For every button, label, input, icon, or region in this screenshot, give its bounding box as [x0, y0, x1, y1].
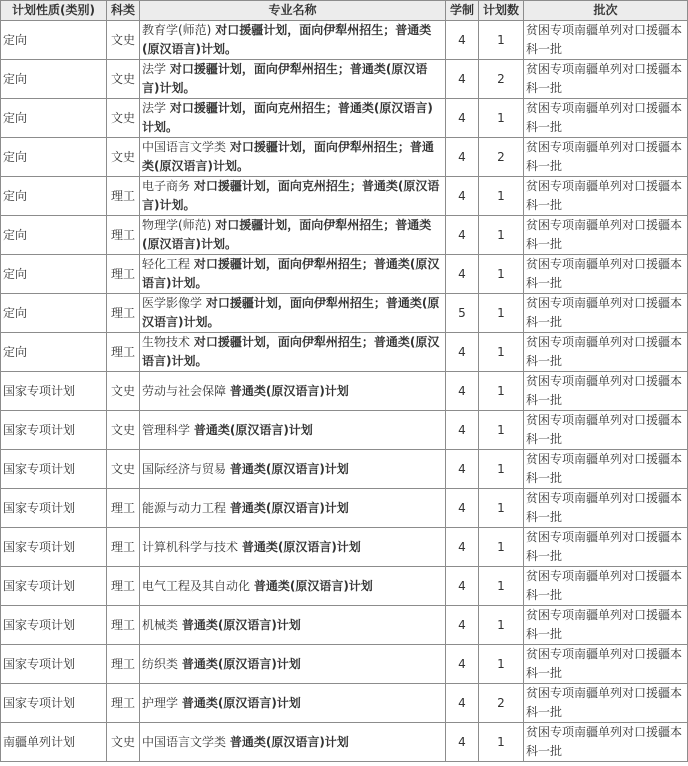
category-cell: 理工 — [107, 567, 140, 606]
major-name: 机械类 — [142, 617, 182, 632]
plan-count-cell: 1 — [479, 606, 524, 645]
years-cell: 4 — [446, 138, 479, 177]
major-note: 普通类(原汉语言)计划 — [181, 695, 301, 710]
major-name-cell — [140, 723, 446, 762]
major-note: 对口援疆计划，面向伊犁州招生；普通类(原汉语言)计划。 — [142, 140, 434, 173]
years-cell: 4 — [446, 528, 479, 567]
plan-count-cell: 1 — [479, 723, 524, 762]
plan-count-cell: 2 — [479, 60, 524, 99]
plan-type-cell: 国家专项计划 — [1, 489, 107, 528]
category-cell: 文史 — [107, 21, 140, 60]
plan-type-cell: 国家专项计划 — [1, 645, 107, 684]
major-note: 普通类(原汉语言)计划 — [229, 383, 349, 398]
major-name-cell — [140, 450, 446, 489]
category-cell: 理工 — [107, 684, 140, 723]
plan-type-cell: 定向 — [1, 138, 107, 177]
batch-cell: 贫困专项南疆单列对口援疆本科一批 — [524, 489, 688, 528]
category-cell: 理工 — [107, 606, 140, 645]
major-note: 普通类(原汉语言)计划 — [253, 578, 373, 593]
major-name-cell — [140, 372, 446, 411]
batch-cell: 贫困专项南疆单列对口援疆本科一批 — [524, 411, 688, 450]
plan-count-cell: 2 — [479, 684, 524, 723]
header-row — [1, 1, 688, 21]
header-years: 学制 — [446, 1, 479, 21]
major-name: 轻化工程 — [142, 257, 194, 271]
table-row — [1, 333, 688, 372]
plan-type-cell: 定向 — [1, 21, 107, 60]
plan-type-cell: 定向 — [1, 333, 107, 372]
category-cell: 理工 — [107, 216, 140, 255]
major-note: 普通类(原汉语言)计划 — [181, 656, 301, 671]
table-row — [1, 21, 688, 60]
major-note: 对口援疆计划，面向伊犁州招生；普通类(原汉语言)计划。 — [142, 257, 440, 290]
major-note: 普通类(原汉语言)计划 — [229, 461, 349, 476]
major-note: 对口援疆计划，面向克州招生；普通类(原汉语言)计划。 — [142, 101, 433, 134]
table-row — [1, 528, 688, 567]
major-name: 电气工程及其自动化 — [142, 578, 254, 593]
table-row — [1, 723, 688, 762]
batch-cell: 贫困专项南疆单列对口援疆本科一批 — [524, 567, 688, 606]
category-cell: 理工 — [107, 528, 140, 567]
batch-cell: 贫困专项南疆单列对口援疆本科一批 — [524, 255, 688, 294]
category-cell: 理工 — [107, 177, 140, 216]
plan-count-cell: 1 — [479, 489, 524, 528]
major-name: 生物技术 — [142, 335, 194, 349]
header-major-name: 专业名称 — [140, 1, 446, 21]
major-name-cell — [140, 645, 446, 684]
major-name: 护理学 — [142, 695, 182, 710]
years-cell: 4 — [446, 255, 479, 294]
major-name-cell — [140, 567, 446, 606]
major-name-cell — [140, 411, 446, 450]
plan-type-cell: 国家专项计划 — [1, 372, 107, 411]
table-row — [1, 450, 688, 489]
major-name: 教育学(师范) — [142, 23, 216, 37]
table-row — [1, 489, 688, 528]
header-batch: 批次 — [524, 1, 688, 21]
category-cell: 理工 — [107, 255, 140, 294]
table-body — [1, 21, 688, 762]
major-name: 物理学(师范) — [142, 218, 216, 232]
major-note: 普通类(原汉语言)计划 — [229, 500, 349, 515]
batch-cell: 贫困专项南疆单列对口援疆本科一批 — [524, 216, 688, 255]
years-cell: 4 — [446, 177, 479, 216]
batch-cell: 贫困专项南疆单列对口援疆本科一批 — [524, 645, 688, 684]
table-row — [1, 567, 688, 606]
major-name: 医学影像学 — [142, 296, 206, 310]
major-note: 对口援疆计划，面向伊犁州招生；普通类(原汉语言)计划。 — [142, 335, 440, 368]
category-cell: 文史 — [107, 60, 140, 99]
table-row — [1, 411, 688, 450]
plan-count-cell: 1 — [479, 567, 524, 606]
plan-type-cell: 定向 — [1, 99, 107, 138]
years-cell: 4 — [446, 684, 479, 723]
major-note: 对口援疆计划，面向伊犁州招生；普通类(原汉语言)计划。 — [142, 23, 432, 56]
major-name: 法学 — [142, 62, 170, 76]
header-plan-count: 计划数 — [479, 1, 524, 21]
plan-type-cell: 国家专项计划 — [1, 606, 107, 645]
years-cell: 4 — [446, 411, 479, 450]
plan-count-cell: 2 — [479, 138, 524, 177]
category-cell: 文史 — [107, 372, 140, 411]
batch-cell: 贫困专项南疆单列对口援疆本科一批 — [524, 177, 688, 216]
years-cell: 4 — [446, 21, 479, 60]
years-cell: 5 — [446, 294, 479, 333]
plan-count-cell: 1 — [479, 450, 524, 489]
major-name: 中国语言文学类 — [142, 140, 230, 154]
table-row — [1, 606, 688, 645]
table-row — [1, 372, 688, 411]
batch-cell: 贫困专项南疆单列对口援疆本科一批 — [524, 138, 688, 177]
major-note: 对口援疆计划，面向伊犁州招生；普通类(原汉语言)计划。 — [142, 62, 428, 95]
major-note: 普通类(原汉语言)计划 — [193, 422, 313, 437]
major-name-cell — [140, 177, 446, 216]
major-note: 对口援疆计划，面向伊犁州招生；普通类(原汉语言)计划。 — [142, 296, 440, 329]
plan-type-cell: 定向 — [1, 294, 107, 333]
category-cell: 文史 — [107, 723, 140, 762]
major-name-cell — [140, 255, 446, 294]
batch-cell: 贫困专项南疆单列对口援疆本科一批 — [524, 606, 688, 645]
batch-cell: 贫困专项南疆单列对口援疆本科一批 — [524, 60, 688, 99]
major-name-cell — [140, 294, 446, 333]
years-cell: 4 — [446, 333, 479, 372]
major-name-cell — [140, 99, 446, 138]
plan-type-cell: 定向 — [1, 255, 107, 294]
header-plan-type: 计划性质(类别) — [1, 1, 107, 21]
major-name-cell — [140, 489, 446, 528]
major-name: 中国语言文学类 — [142, 734, 230, 749]
major-name-cell — [140, 21, 446, 60]
major-note: 普通类(原汉语言)计划 — [241, 539, 361, 554]
table-row — [1, 684, 688, 723]
category-cell: 文史 — [107, 450, 140, 489]
batch-cell: 贫困专项南疆单列对口援疆本科一批 — [524, 294, 688, 333]
major-name: 能源与动力工程 — [142, 500, 230, 515]
category-cell: 文史 — [107, 138, 140, 177]
plan-count-cell: 1 — [479, 528, 524, 567]
table-row — [1, 60, 688, 99]
plan-count-cell: 1 — [479, 372, 524, 411]
major-name-cell — [140, 606, 446, 645]
table-row — [1, 216, 688, 255]
table-row — [1, 177, 688, 216]
category-cell: 理工 — [107, 333, 140, 372]
category-cell: 理工 — [107, 294, 140, 333]
years-cell: 4 — [446, 567, 479, 606]
years-cell: 4 — [446, 450, 479, 489]
years-cell: 4 — [446, 60, 479, 99]
major-name: 国际经济与贸易 — [142, 461, 230, 476]
major-note: 普通类(原汉语言)计划 — [229, 734, 349, 749]
years-cell: 4 — [446, 216, 479, 255]
category-cell: 文史 — [107, 99, 140, 138]
major-name: 劳动与社会保障 — [142, 383, 230, 398]
plan-type-cell: 南疆单列计划 — [1, 723, 107, 762]
years-cell: 4 — [446, 645, 479, 684]
plan-count-cell: 1 — [479, 333, 524, 372]
batch-cell: 贫困专项南疆单列对口援疆本科一批 — [524, 21, 688, 60]
plan-count-cell: 1 — [479, 177, 524, 216]
plan-count-cell: 1 — [479, 645, 524, 684]
category-cell: 文史 — [107, 411, 140, 450]
table-row — [1, 645, 688, 684]
years-cell: 4 — [446, 99, 479, 138]
major-name: 计算机科学与技术 — [142, 539, 242, 554]
batch-cell: 贫困专项南疆单列对口援疆本科一批 — [524, 99, 688, 138]
table-row — [1, 99, 688, 138]
batch-cell: 贫困专项南疆单列对口援疆本科一批 — [524, 684, 688, 723]
table-row — [1, 255, 688, 294]
major-note: 普通类(原汉语言)计划 — [181, 617, 301, 632]
plan-type-cell: 国家专项计划 — [1, 450, 107, 489]
major-note: 对口援疆计划，面向伊犁州招生；普通类(原汉语言)计划。 — [142, 218, 432, 251]
major-name: 电子商务 — [142, 179, 194, 193]
years-cell: 4 — [446, 489, 479, 528]
batch-cell: 贫困专项南疆单列对口援疆本科一批 — [524, 450, 688, 489]
major-name-cell — [140, 333, 446, 372]
plan-type-cell: 国家专项计划 — [1, 528, 107, 567]
years-cell: 4 — [446, 372, 479, 411]
category-cell: 理工 — [107, 489, 140, 528]
table-row — [1, 138, 688, 177]
batch-cell: 贫困专项南疆单列对口援疆本科一批 — [524, 372, 688, 411]
category-cell: 理工 — [107, 645, 140, 684]
plan-type-cell: 定向 — [1, 177, 107, 216]
batch-cell: 贫困专项南疆单列对口援疆本科一批 — [524, 333, 688, 372]
plan-count-cell: 1 — [479, 294, 524, 333]
major-name: 管理科学 — [142, 422, 194, 437]
plan-count-cell: 1 — [479, 99, 524, 138]
plan-count-cell: 1 — [479, 21, 524, 60]
plan-type-cell: 定向 — [1, 60, 107, 99]
plan-count-cell: 1 — [479, 255, 524, 294]
years-cell: 4 — [446, 723, 479, 762]
major-name-cell — [140, 528, 446, 567]
plan-type-cell: 国家专项计划 — [1, 567, 107, 606]
major-name: 纺织类 — [142, 656, 182, 671]
major-name-cell — [140, 684, 446, 723]
plan-count-cell: 1 — [479, 216, 524, 255]
batch-cell: 贫困专项南疆单列对口援疆本科一批 — [524, 723, 688, 762]
major-name-cell — [140, 60, 446, 99]
plan-type-cell: 定向 — [1, 216, 107, 255]
major-name: 法学 — [142, 101, 170, 115]
major-name-cell — [140, 138, 446, 177]
plan-count-cell: 1 — [479, 411, 524, 450]
plan-type-cell: 国家专项计划 — [1, 411, 107, 450]
header-category: 科类 — [107, 1, 140, 21]
major-note: 对口援疆计划，面向克州招生；普通类(原汉语言)计划。 — [142, 179, 440, 212]
table-row — [1, 294, 688, 333]
batch-cell: 贫困专项南疆单列对口援疆本科一批 — [524, 528, 688, 567]
years-cell: 4 — [446, 606, 479, 645]
plan-type-cell: 国家专项计划 — [1, 684, 107, 723]
major-name-cell — [140, 216, 446, 255]
